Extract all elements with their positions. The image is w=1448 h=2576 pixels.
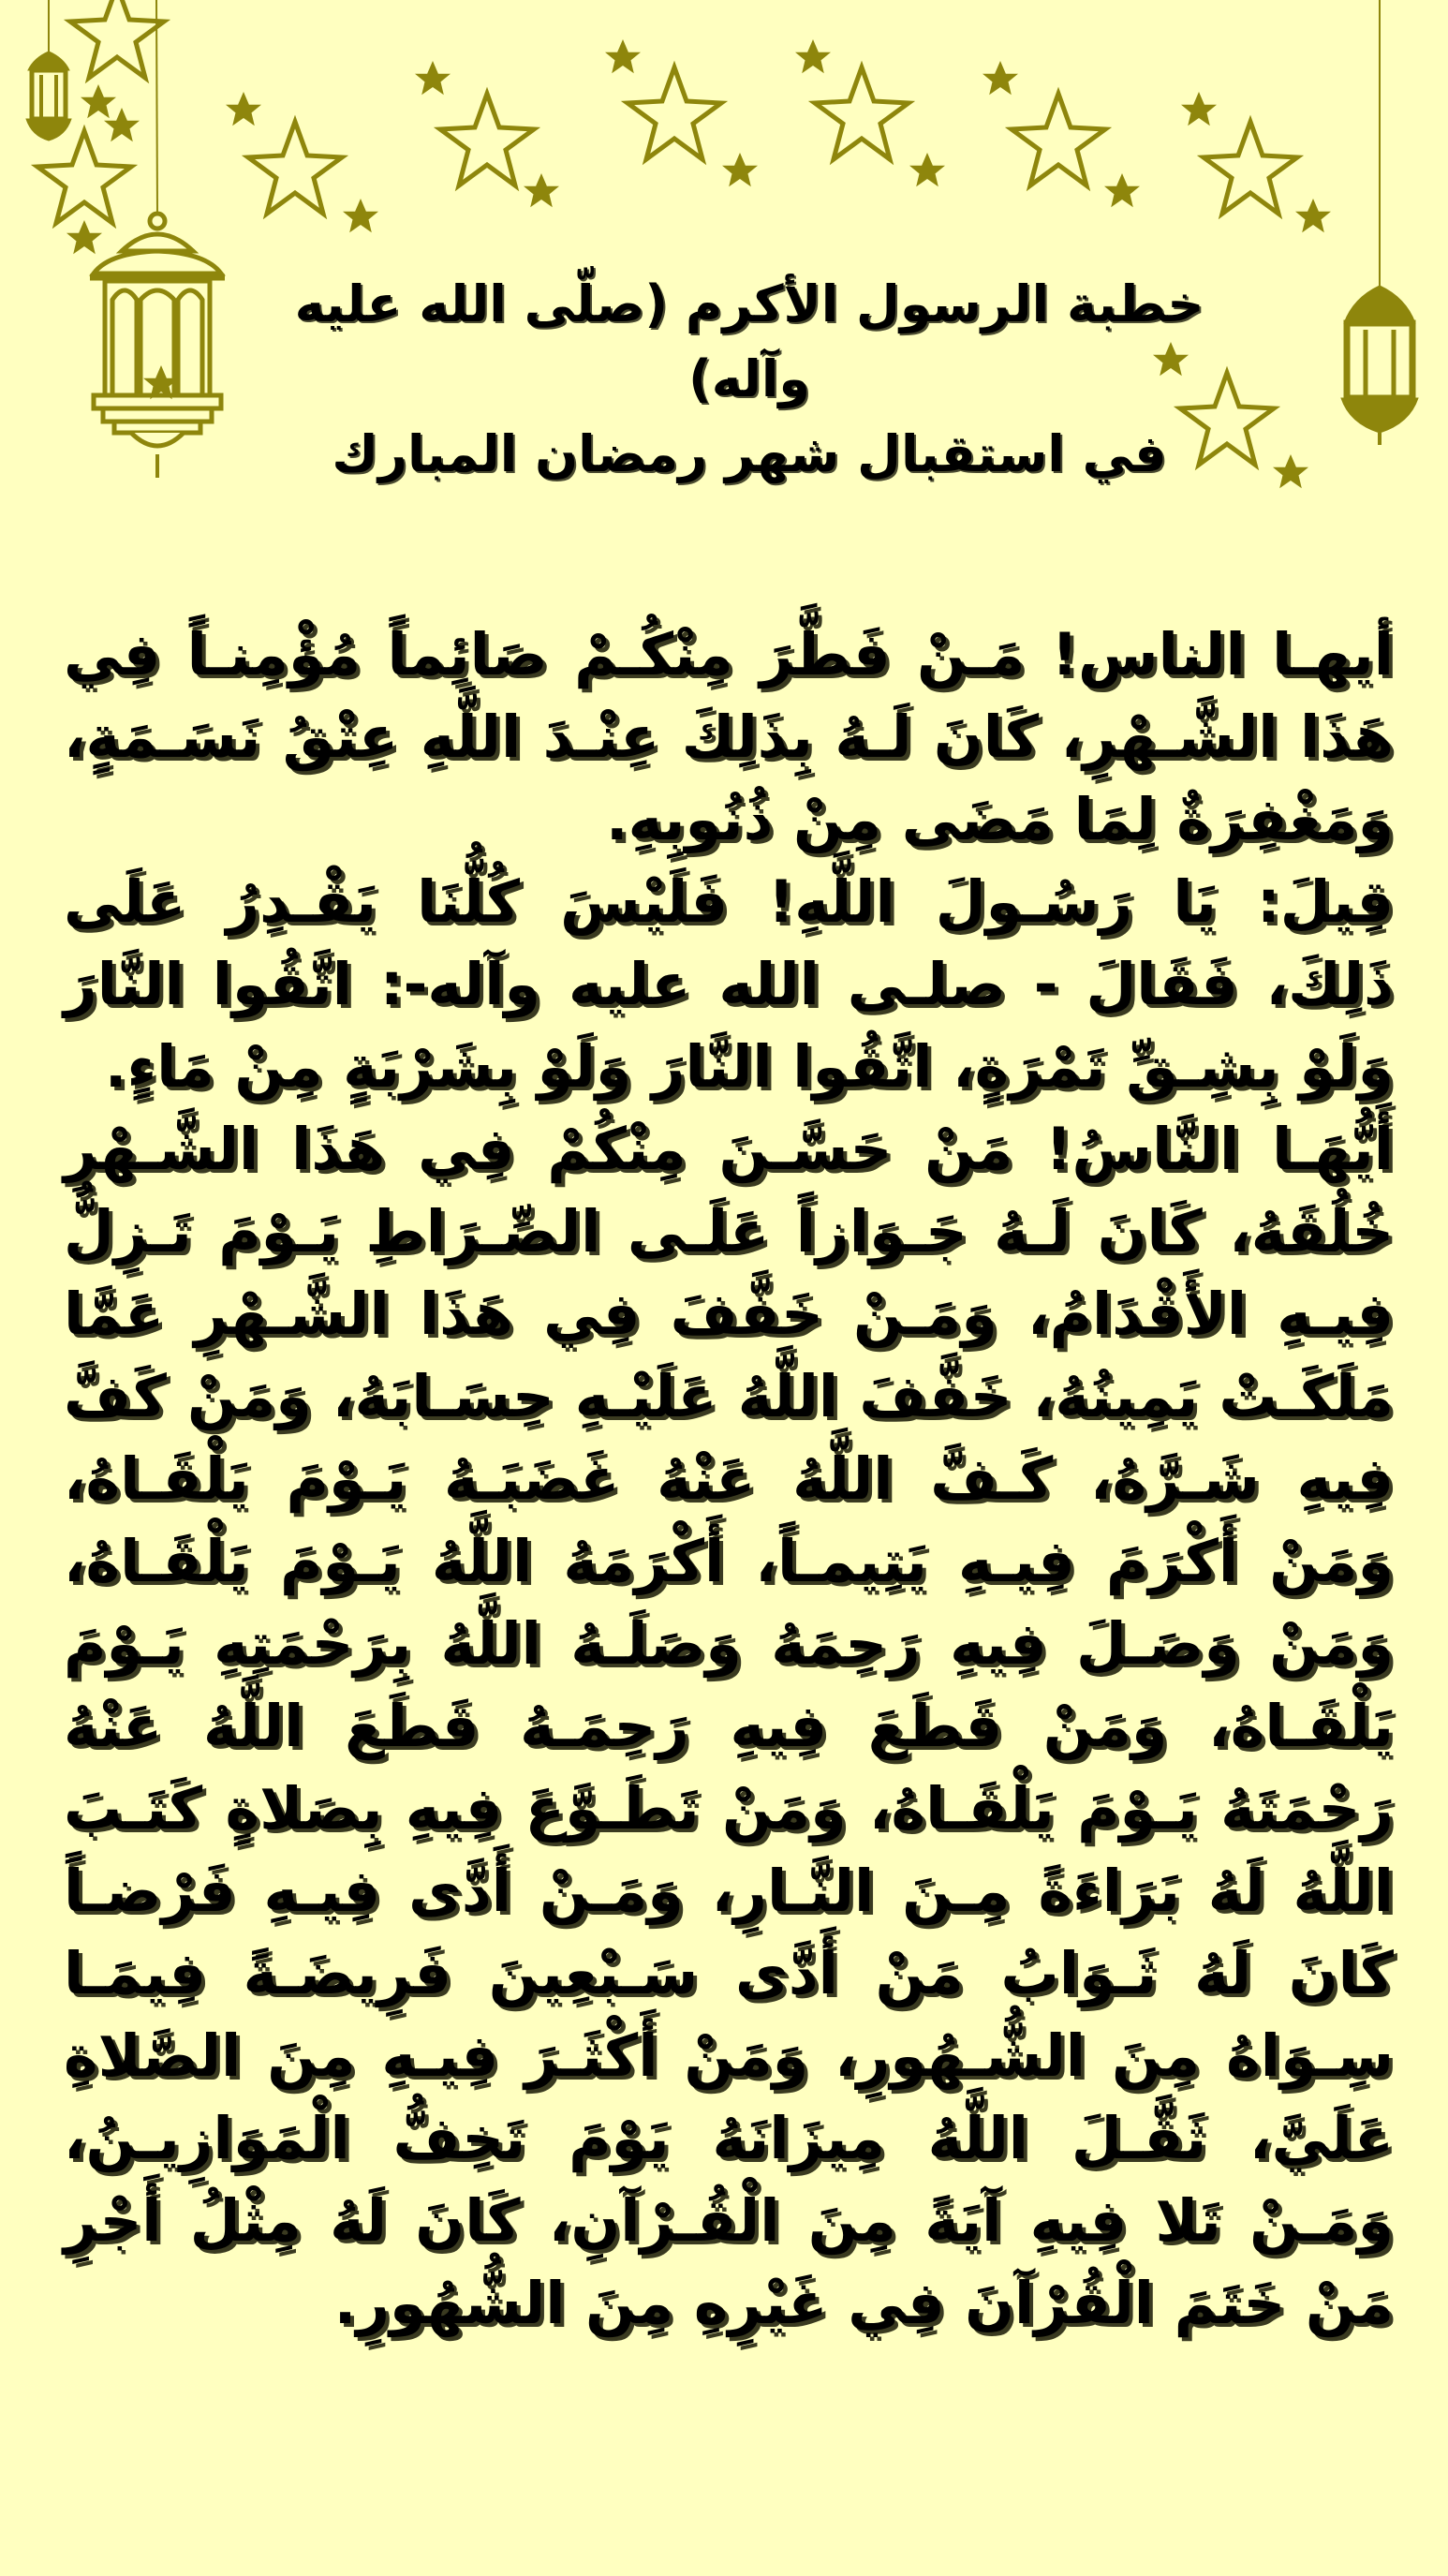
left-star-cluster bbox=[37, 0, 164, 254]
paragraph-lead: أيهـا الناس! bbox=[1051, 620, 1394, 688]
paragraph-text: مَـنْ فَطَّرَ مِنْكُـمْ صَائِماً مُؤْمِنـاً فِي هَذَا الشَّـهْرِ، كَانَ لَـهُ بِذَلِكَ عِنْـدَ اللَّهِ عِتْقُ نَسَـمَةٍ، وَمَغْفِرَةٌ لِمَا مَضَى مِنْ ذُنُوبِهِ. bbox=[64, 620, 1394, 853]
title-line-2: في استقبال شهر رمضان المبارك bbox=[332, 424, 1167, 483]
small-lantern-icon bbox=[1341, 0, 1418, 445]
paragraph-3 bbox=[64, 1108, 1394, 2345]
paragraph-lead: أَيُّهَـا النَّاسُ! bbox=[1045, 1115, 1395, 1183]
large-lantern-icon bbox=[90, 214, 225, 478]
sermon-body bbox=[64, 614, 1394, 2345]
page-title bbox=[281, 267, 1218, 492]
lantern-string bbox=[156, 0, 157, 214]
small-lantern-icon bbox=[26, 0, 71, 141]
filled-star-icon bbox=[143, 365, 179, 399]
paragraph-1 bbox=[64, 614, 1394, 861]
title-line-1: خطبة الرسول الأكرم (صلّى الله عليه وآله) bbox=[294, 274, 1204, 408]
paragraph-text: مَنْ حَسَّـنَ مِنْكُمْ فِي هَذَا الشَّـهْرِ خُلُقَهُ، كَانَ لَـهُ جَـوَازاً عَلَـى الصِّـرَاطِ يَـوْمَ تَـزِلُّ فِيـهِ الأَقْدَامُ، وَمَـنْ خَفَّفَ فِي هَذَا الشَّـهْرِ عَمَّا مَلَكَـتْ يَمِينُهُ، خَفَّفَ اللَّهُ عَلَيْـهِ حِسَـابَهُ، وَمَنْ كَفَّ فِيهِ شَـرَّهُ، كَـفَّ اللَّهُ عَنْهُ غَضَبَـهُ يَـوْمَ يَلْقَـاهُ، وَمَنْ أَكْرَمَ فِيـهِ يَتِيمـاً، أَكْرَمَهُ اللَّهُ يَـوْمَ يَلْقَـاهُ، وَمَنْ وَصَـلَ فِيهِ رَحِمَهُ وَصَلَـهُ اللَّهُ بِرَحْمَتِهِ يَـوْمَ يَلْقَـاهُ، وَمَنْ قَطَعَ فِيهِ رَحِمَـهُ قَطَعَ اللَّهُ عَنْهُ رَحْمَتَهُ يَـوْمَ يَلْقَـاهُ، وَمَنْ تَطَـوَّعَ فِيهِ بِصَلاةٍ كَتَـبَ اللَّهُ لَهُ بَرَاءَةً مِـنَ النَّـارِ، وَمَـنْ أَدَّى فِيـهِ فَرْضـاً كَانَ لَهُ ثَـوَابُ مَنْ أَدَّى سَـبْعِينَ فَرِيضَـةً فِيمَـا سِـوَاهُ مِنَ الشُّـهُورِ، وَمَنْ أَكْثَـرَ فِيـهِ مِنَ الصَّلاةِ عَلَيَّ، ثَقَّـلَ اللَّهُ مِيزَانَهُ يَوْمَ تَخِفُّ الْمَوَازِيـنُ، وَمَـنْ تَلا فِيهِ آيَةً مِنَ الْقُـرْآنِ، كَانَ لَهُ مِثْلُ أَجْرِ مَنْ خَتَمَ الْقُرْآنَ فِي غَيْرِهِ مِنَ الشُّهُورِ. bbox=[64, 1115, 1394, 2337]
paragraph-text: قِيلَ: يَا رَسُـولَ اللَّهِ! فَلَيْسَ كُلُّنَا يَقْـدِرُ عَلَى ذَلِكَ، فَقَالَ - صلـى الله عليه وآله-: اتَّقُوا النَّارَ وَلَوْ بِشِـقِّ تَمْرَةٍ، اتَّقُوا النَّارَ وَلَوْ بِشَرْبَةٍ مِنْ مَاءٍ. bbox=[64, 867, 1394, 1101]
paragraph-2 bbox=[64, 861, 1394, 1108]
